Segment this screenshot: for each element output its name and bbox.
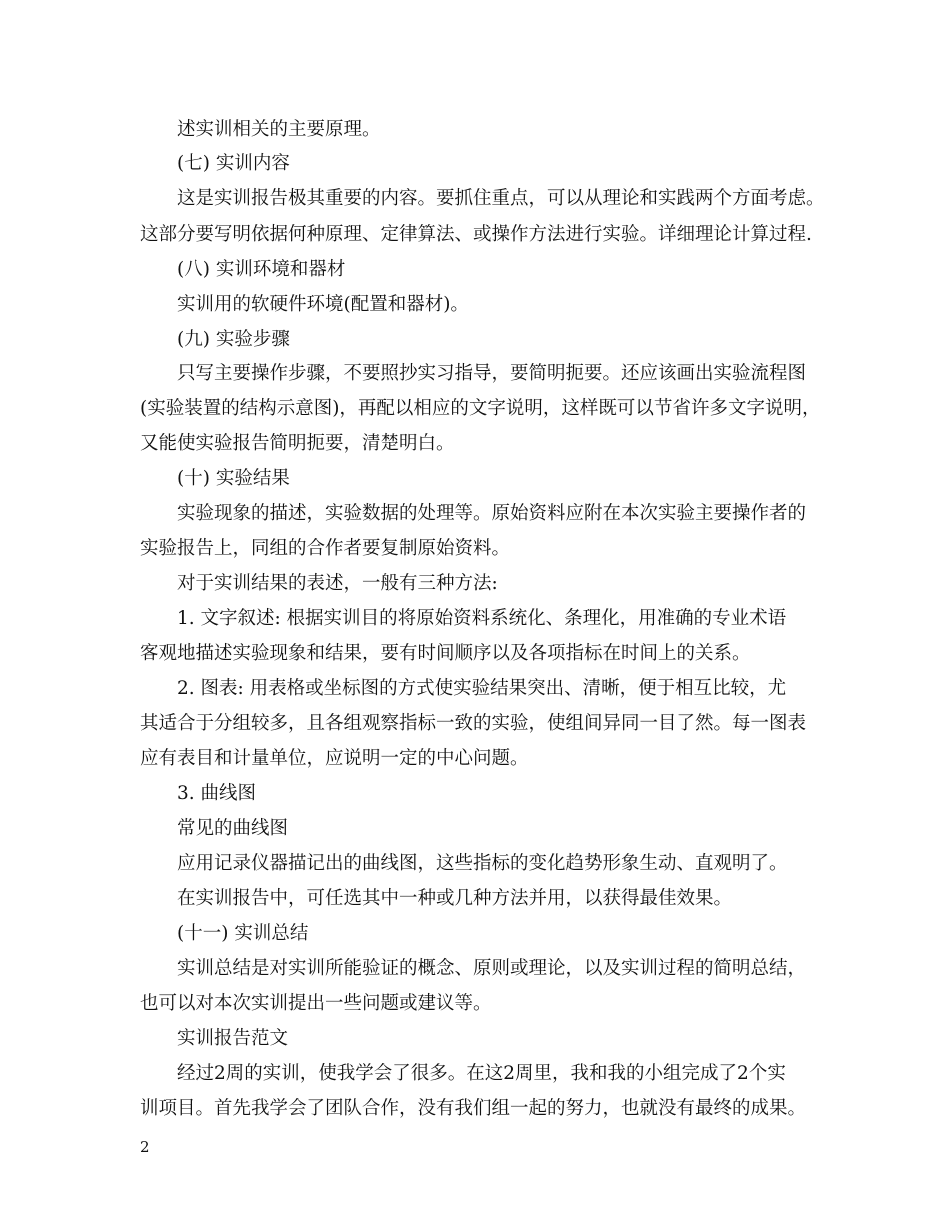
section-heading: (七) 实训内容 [177, 153, 290, 174]
list-item: 3. 曲线图 [177, 783, 257, 804]
section-heading: (十一) 实训总结 [177, 923, 309, 944]
text-line: 只写主要操作步骤，不要照抄实习指导，要简明扼要。还应该画出实验流程图 [177, 363, 807, 384]
section-heading: (八) 实训环境和器材 [177, 259, 346, 280]
text-line: 又能使实验报告简明扼要，清楚明白。 [140, 433, 455, 454]
text-line: 实验报告上，同组的合作者要复制原始资料。 [140, 538, 511, 559]
text-line: 经过2周的实训，使我学会了很多。在这2周里，我和我的小组完成了2个实 [177, 1063, 786, 1084]
text-line: 对于实训结果的表述，一般有三种方法: [177, 573, 498, 594]
text-line: 应有表目和计量单位，应说明一定的中心问题。 [140, 748, 529, 769]
section-heading: (九) 实验步骤 [177, 329, 290, 350]
text-line: 实训用的软硬件环境(配置和器材)。 [177, 294, 469, 315]
text-line: 这部分要写明依据何种原理、定律算法、或操作方法进行实验。详细理论计算过程. [140, 224, 812, 245]
text-line: 这是实训报告极其重要的内容。要抓住重点，可以从理论和实践两个方面考虑。 [177, 188, 825, 209]
list-item: 1. 文字叙述: 根据实训目的将原始资料系统化、条理化，用准确的专业术语 [177, 608, 787, 629]
text-line: 其适合于分组较多，且各组观察指标一致的实验，使组间异同一目了然。每一图表 [140, 713, 807, 734]
text-line: 常见的曲线图 [177, 818, 289, 839]
text-line: 实训总结是对实训所能验证的概念、原则或理论，以及实训过程的简明总结， [177, 958, 807, 979]
text-line: 也可以对本次实训提出一些问题或建议等。 [140, 993, 492, 1014]
section-heading: 实训报告范文 [177, 1028, 289, 1049]
text-line: 训项目。首先我学会了团队合作，没有我们组一起的努力，也就没有最终的成果。 [140, 1098, 807, 1119]
section-heading: (十) 实验结果 [177, 468, 290, 489]
text-line: 在实训报告中，可任选其中一种或几种方法并用，以获得最佳效果。 [177, 888, 733, 909]
page-number: 2 [140, 1138, 150, 1156]
text-line: 实验现象的描述，实验数据的处理等。原始资料应附在本次实验主要操作者的 [177, 503, 807, 524]
text-line: (实验装置的结构示意图)，再配以相应的文字说明，这样既可以节省许多文字说明， [140, 398, 821, 419]
text-line: 述实训相关的主要原理。 [177, 119, 381, 140]
text-line: 应用记录仪器描记出的曲线图，这些指标的变化趋势形象生动、直观明了。 [177, 853, 788, 874]
list-item: 2. 图表: 用表格或坐标图的方式使实验结果突出、清晰，便于相互比较，尤 [177, 678, 787, 699]
text-line: 客观地描述实验现象和结果，要有时间顺序以及各项指标在时间上的关系。 [140, 643, 751, 664]
